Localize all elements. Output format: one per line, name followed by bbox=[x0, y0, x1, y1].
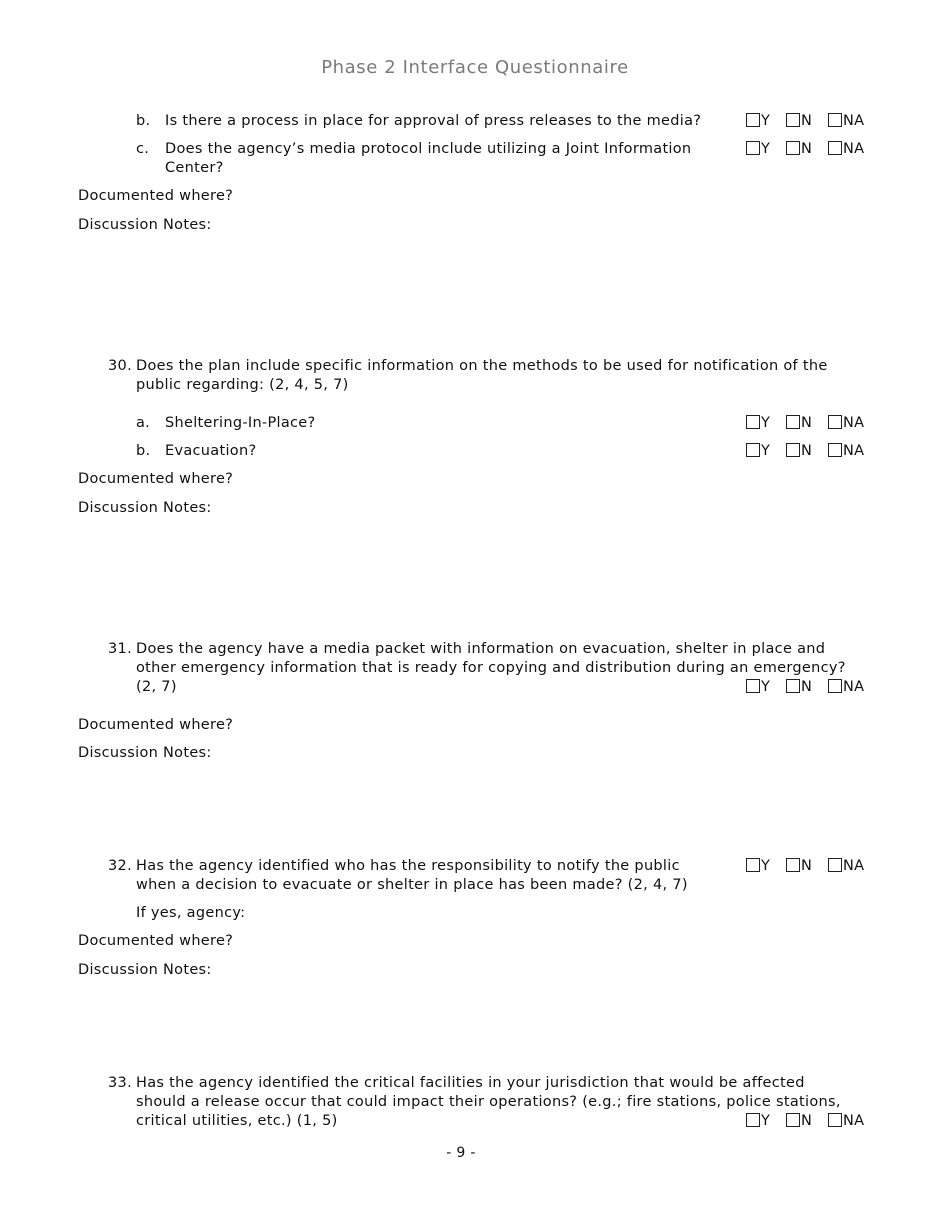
q30b-na-checkbox[interactable] bbox=[828, 443, 842, 457]
q33-no-label: N bbox=[801, 1113, 813, 1129]
q32-no-label: N bbox=[801, 858, 813, 874]
q30a-text: Sheltering-In-Place? bbox=[165, 415, 316, 431]
q33-text-line3: critical utilities, etc.) (1, 5) bbox=[136, 1113, 338, 1129]
q31-text-line3: (2, 7) bbox=[136, 679, 177, 695]
q33-yes-label: Y bbox=[761, 1113, 771, 1129]
q29c-na-label: NA bbox=[843, 141, 865, 157]
q30a-no-checkbox[interactable] bbox=[786, 415, 800, 429]
q29b-yes-label: Y bbox=[761, 113, 771, 129]
q32-discussion-notes: Discussion Notes: bbox=[78, 962, 212, 978]
q30a-letter: a. bbox=[136, 415, 151, 431]
q33-number: 33. bbox=[108, 1075, 132, 1091]
q31-discussion-notes: Discussion Notes: bbox=[78, 745, 212, 761]
q30b-yes-label: Y bbox=[761, 443, 771, 459]
q33-text-line1: Has the agency identified the critical facilities in your jurisdiction that would be affected bbox=[136, 1075, 805, 1091]
q30b-na-label: NA bbox=[843, 443, 865, 459]
q30-text-line1: Does the plan include specific information on the methods to be used for notification of the bbox=[136, 358, 828, 374]
q29b-letter: b. bbox=[136, 113, 151, 129]
q30a-yes-label: Y bbox=[761, 415, 771, 431]
q31-text-line1: Does the agency have a media packet with information on evacuation, shelter in place and bbox=[136, 641, 826, 657]
q30b-no-checkbox[interactable] bbox=[786, 443, 800, 457]
q32-yes-label: Y bbox=[761, 858, 771, 874]
q33-na-label: NA bbox=[843, 1113, 865, 1129]
q30b-yes-checkbox[interactable] bbox=[746, 443, 760, 457]
q33-text-line2: should a release occur that could impact their operations? (e.g.; fire stations, police stations, bbox=[136, 1094, 841, 1110]
q29c-no-label: N bbox=[801, 141, 813, 157]
q33-na-checkbox[interactable] bbox=[828, 1113, 842, 1127]
q30a-no-label: N bbox=[801, 415, 813, 431]
q29c-no-checkbox[interactable] bbox=[786, 141, 800, 155]
q32-text-line1: Has the agency identified who has the responsibility to notify the public bbox=[136, 858, 680, 874]
q32-yes-checkbox[interactable] bbox=[746, 858, 760, 872]
q30-number: 30. bbox=[108, 358, 132, 374]
q30a-na-checkbox[interactable] bbox=[828, 415, 842, 429]
q31-no-label: N bbox=[801, 679, 813, 695]
q30a-na-label: NA bbox=[843, 415, 865, 431]
q29b-text: Is there a process in place for approval of press releases to the media? bbox=[165, 113, 702, 129]
q33-yes-checkbox[interactable] bbox=[746, 1113, 760, 1127]
q31-number: 31. bbox=[108, 641, 132, 657]
q32-na-checkbox[interactable] bbox=[828, 858, 842, 872]
q31-na-checkbox[interactable] bbox=[828, 679, 842, 693]
q31-na-label: NA bbox=[843, 679, 865, 695]
q29c-text-line2: Center? bbox=[165, 160, 224, 176]
page-number: - 9 - bbox=[446, 1145, 476, 1161]
q31-yes-checkbox[interactable] bbox=[746, 679, 760, 693]
q30b-letter: b. bbox=[136, 443, 151, 459]
page-header-title: Phase 2 Interface Questionnaire bbox=[321, 57, 629, 78]
q31-documented-where: Documented where? bbox=[78, 717, 234, 733]
q30-text-line2: public regarding: (2, 4, 5, 7) bbox=[136, 377, 349, 393]
q31-no-checkbox[interactable] bbox=[786, 679, 800, 693]
q32-text-line2: when a decision to evacuate or shelter in place has been made? (2, 4, 7) bbox=[136, 877, 688, 893]
q29c-text-line1: Does the agency’s media protocol include utilizing a Joint Information bbox=[165, 141, 692, 157]
q33-no-checkbox[interactable] bbox=[786, 1113, 800, 1127]
q32-na-label: NA bbox=[843, 858, 865, 874]
q29b-no-label: N bbox=[801, 113, 813, 129]
q29b-na-label: NA bbox=[843, 113, 865, 129]
q32-number: 32. bbox=[108, 858, 132, 874]
q29-discussion-notes: Discussion Notes: bbox=[78, 217, 212, 233]
q30b-text: Evacuation? bbox=[165, 443, 257, 459]
q30b-no-label: N bbox=[801, 443, 813, 459]
q32-no-checkbox[interactable] bbox=[786, 858, 800, 872]
q29c-na-checkbox[interactable] bbox=[828, 141, 842, 155]
q31-text-line2: other emergency information that is ready for copying and distribution during an emergency? bbox=[136, 660, 846, 676]
q29c-yes-checkbox[interactable] bbox=[746, 141, 760, 155]
q30-documented-where: Documented where? bbox=[78, 471, 234, 487]
q29b-yes-checkbox[interactable] bbox=[746, 113, 760, 127]
q30-discussion-notes: Discussion Notes: bbox=[78, 500, 212, 516]
q29c-yes-label: Y bbox=[761, 141, 771, 157]
q32-documented-where: Documented where? bbox=[78, 933, 234, 949]
q31-yes-label: Y bbox=[761, 679, 771, 695]
q29-documented-where: Documented where? bbox=[78, 188, 234, 204]
q29b-na-checkbox[interactable] bbox=[828, 113, 842, 127]
q29b-no-checkbox[interactable] bbox=[786, 113, 800, 127]
q30a-yes-checkbox[interactable] bbox=[746, 415, 760, 429]
q32-if-yes-agency: If yes, agency: bbox=[136, 905, 246, 921]
q29c-letter: c. bbox=[136, 141, 150, 157]
